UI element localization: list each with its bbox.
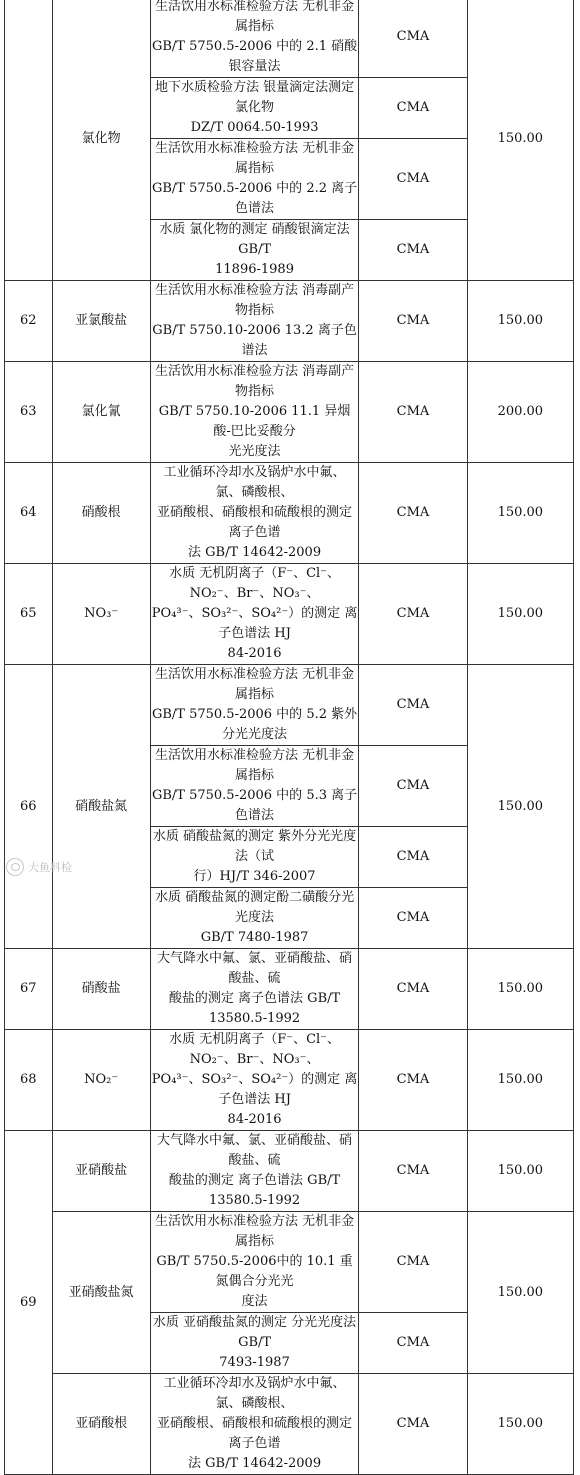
method-line: 生活饮用水标准检验方法 无机非金属指标 [154, 141, 355, 176]
method-line: DZ/T 0064.50-1993 [190, 120, 319, 135]
qualification-cell: CMA [359, 665, 467, 746]
method-standard-cell [150, 827, 359, 888]
qualification-cell: CMA [359, 1313, 467, 1374]
method-line: 大气降水中氟、氯、亚硝酸盐、硝酸盐、硫 [157, 1133, 353, 1168]
serial-number-cell: 62 [5, 281, 53, 362]
method-line: 水质 亚硝酸盐氮的测定 分光光度法 GB/T [152, 1315, 357, 1350]
method-line: GB/T 5750.10-2006 13.2 离子色谱法 [152, 323, 357, 358]
method-line: GB/T 5750.5-2006中的 10.1 重氮偶合分光光 [156, 1254, 353, 1289]
table-row [5, 1030, 574, 1131]
test-item-cell: 硝酸根 [52, 463, 150, 564]
method-line: 大气降水中氟、氯、亚硝酸盐、硝酸盐、硫 [157, 951, 353, 986]
method-standard-cell [150, 1212, 359, 1313]
table-row [5, 665, 574, 746]
method-line: 生活饮用水标准检验方法 消毒副产物指标 [154, 283, 355, 318]
qualification-cell: CMA [359, 746, 467, 827]
method-standard-cell [150, 220, 359, 281]
qualification-cell: CMA [359, 463, 467, 564]
serial-number-cell: 65 [5, 564, 53, 665]
method-standard-cell [150, 1030, 359, 1131]
method-line: 水质 硝酸盐氮的测定 紫外分光光度法（试 [152, 829, 357, 864]
test-item-cell: 亚硝酸盐氮 [52, 1212, 150, 1374]
method-line: 生活饮用水标准检验方法 无机非金属指标 [154, 0, 355, 34]
table-row [5, 949, 574, 1030]
method-line: 7493-1987 [219, 1355, 290, 1370]
method-line: PO₄³⁻、SO₃²⁻、SO₄²⁻）的测定 离子色谱法 HJ [151, 606, 358, 641]
method-standard-cell [150, 665, 359, 746]
watermark-text: 大鱼科检 [28, 861, 72, 874]
test-item-cell: 亚硝酸盐 [52, 1131, 150, 1212]
table-row [5, 1212, 574, 1313]
method-standard-cell [150, 78, 359, 139]
qualification-cell: CMA [359, 827, 467, 888]
serial-number-cell: 68 [5, 1030, 53, 1131]
method-line: 生活饮用水标准检验方法 无机非金属指标 [154, 667, 355, 702]
price-cell: 150.00 [467, 281, 573, 362]
method-line: GB/T 7480-1987 [200, 930, 309, 945]
method-line: 工业循环冷却水及锅炉水中氟、氯、磷酸根、 [163, 1376, 346, 1411]
method-line: 生活饮用水标准检验方法 无机非金属指标 [154, 748, 355, 783]
serial-number-cell: 64 [5, 463, 53, 564]
qualification-cell: CMA [359, 281, 467, 362]
price-cell: 150.00 [467, 1374, 573, 1475]
test-item-cell: 硝酸盐 [52, 949, 150, 1030]
method-line: 84-2016 [227, 1112, 282, 1127]
method-line: PO₄³⁻、SO₃²⁻、SO₄²⁻）的测定 离子色谱法 HJ [151, 1072, 358, 1107]
table-row [5, 1374, 574, 1475]
serial-number-cell: 66 [5, 665, 53, 949]
method-line: 酸盐的测定 离子色谱法 GB/T 13580.5-1992 [168, 1173, 341, 1208]
price-cell: 150.00 [467, 949, 573, 1030]
method-line: 生活饮用水标准检验方法 无机非金属指标 [154, 1214, 355, 1249]
qualification-cell: CMA [359, 1374, 467, 1475]
method-line: 水质 无机阴离子（F⁻、Cl⁻、NO₂⁻、Br⁻、NO₃⁻、 [169, 566, 341, 601]
test-item-cell: NO₂⁻ [52, 1030, 150, 1131]
price-cell: 150.00 [467, 665, 573, 949]
test-item-cell: NO₃⁻ [52, 564, 150, 665]
table-row [5, 1131, 574, 1212]
qualification-cell: CMA [359, 1131, 467, 1212]
method-standard-cell [150, 139, 359, 220]
method-line: 工业循环冷却水及锅炉水中氟、氯、磷酸根、 [163, 465, 346, 500]
method-line: GB/T 5750.5-2006 中的 5.2 紫外分光光度法 [151, 707, 358, 742]
method-line: 11896-1989 [215, 262, 294, 277]
qualification-cell: CMA [359, 949, 467, 1030]
table-row [5, 281, 574, 362]
serial-number-cell: 69 [5, 1131, 53, 1475]
table-row [5, 362, 574, 463]
qualification-cell: CMA [359, 888, 467, 949]
serial-number-cell: 63 [5, 362, 53, 463]
serial-number-cell: 67 [5, 949, 53, 1030]
method-line: GB/T 5750.10-2006 11.1 异烟酸-巴比妥酸分 [158, 404, 351, 439]
testing-standards-table [4, 0, 574, 1475]
method-standard-cell [150, 746, 359, 827]
table-row [5, 0, 574, 78]
price-cell: 150.00 [467, 564, 573, 665]
table-row [5, 564, 574, 665]
qualification-cell: CMA [359, 362, 467, 463]
qualification-cell: CMA [359, 78, 467, 139]
method-standard-cell [150, 362, 359, 463]
method-line: GB/T 5750.5-2006 中的 2.2 离子色谱法 [151, 181, 358, 216]
test-item-cell: 硝酸盐氮 [52, 665, 150, 949]
method-line: 亚硝酸根、硝酸根和硫酸根的测定 离子色谱 [157, 1416, 353, 1451]
method-line: 亚硝酸根、硝酸根和硫酸根的测定 离子色谱 [157, 505, 353, 540]
qualification-cell: CMA [359, 1030, 467, 1131]
method-line: 水质 无机阴离子（F⁻、Cl⁻、NO₂⁻、Br⁻、NO₃⁻、 [169, 1032, 341, 1067]
method-line: 酸盐的测定 离子色谱法 GB/T 13580.5-1992 [168, 991, 341, 1026]
price-cell: 150.00 [467, 0, 573, 281]
price-cell: 150.00 [467, 1212, 573, 1374]
price-cell: 200.00 [467, 362, 573, 463]
method-line: GB/T 5750.5-2006 中的 5.3 离子色谱法 [151, 788, 358, 823]
test-item-cell: 亚硝酸根 [52, 1374, 150, 1475]
qualification-cell: CMA [359, 1212, 467, 1313]
method-standard-cell [150, 463, 359, 564]
price-cell: 150.00 [467, 1030, 573, 1131]
method-line: 水质 氯化物的测定 硝酸银滴定法 GB/T [159, 222, 350, 257]
price-cell: 150.00 [467, 463, 573, 564]
method-standard-cell [150, 0, 359, 78]
method-standard-cell [150, 888, 359, 949]
method-line: 84-2016 [227, 646, 282, 661]
qualification-cell: CMA [359, 564, 467, 665]
table-row [5, 463, 574, 564]
method-line: 地下水质检验方法 银量滴定法测定氯化物 [154, 80, 355, 115]
qualification-cell: CMA [359, 139, 467, 220]
qualification-cell: CMA [359, 0, 467, 78]
method-standard-cell [150, 564, 359, 665]
method-line: 法 GB/T 14642-2009 [188, 1456, 322, 1471]
watermark [6, 858, 72, 876]
method-line: 水质 硝酸盐氮的测定酚二磺酸分光光度法 [154, 890, 355, 925]
table-body [5, 0, 574, 1475]
test-item-cell: 氯化氰 [52, 362, 150, 463]
method-line: 度法 [241, 1294, 268, 1309]
test-item-cell: 氯化物 [52, 0, 150, 281]
method-line: 行）HJ/T 346-2007 [193, 869, 316, 884]
method-standard-cell [150, 281, 359, 362]
test-item-cell: 亚氯酸盐 [52, 281, 150, 362]
serial-number-cell [5, 0, 53, 281]
method-line: 光光度法 [228, 444, 281, 459]
method-standard-cell [150, 1374, 359, 1475]
method-standard-cell [150, 1313, 359, 1374]
method-standard-cell [150, 1131, 359, 1212]
qualification-cell: CMA [359, 220, 467, 281]
weibo-logo-icon [6, 858, 24, 876]
method-line: GB/T 5750.5-2006 中的 2.1 硝酸银容量法 [151, 39, 358, 74]
price-cell: 150.00 [467, 1131, 573, 1212]
method-standard-cell [150, 949, 359, 1030]
method-line: 法 GB/T 14642-2009 [188, 545, 322, 560]
method-line: 生活饮用水标准检验方法 消毒副产物指标 [154, 364, 355, 399]
